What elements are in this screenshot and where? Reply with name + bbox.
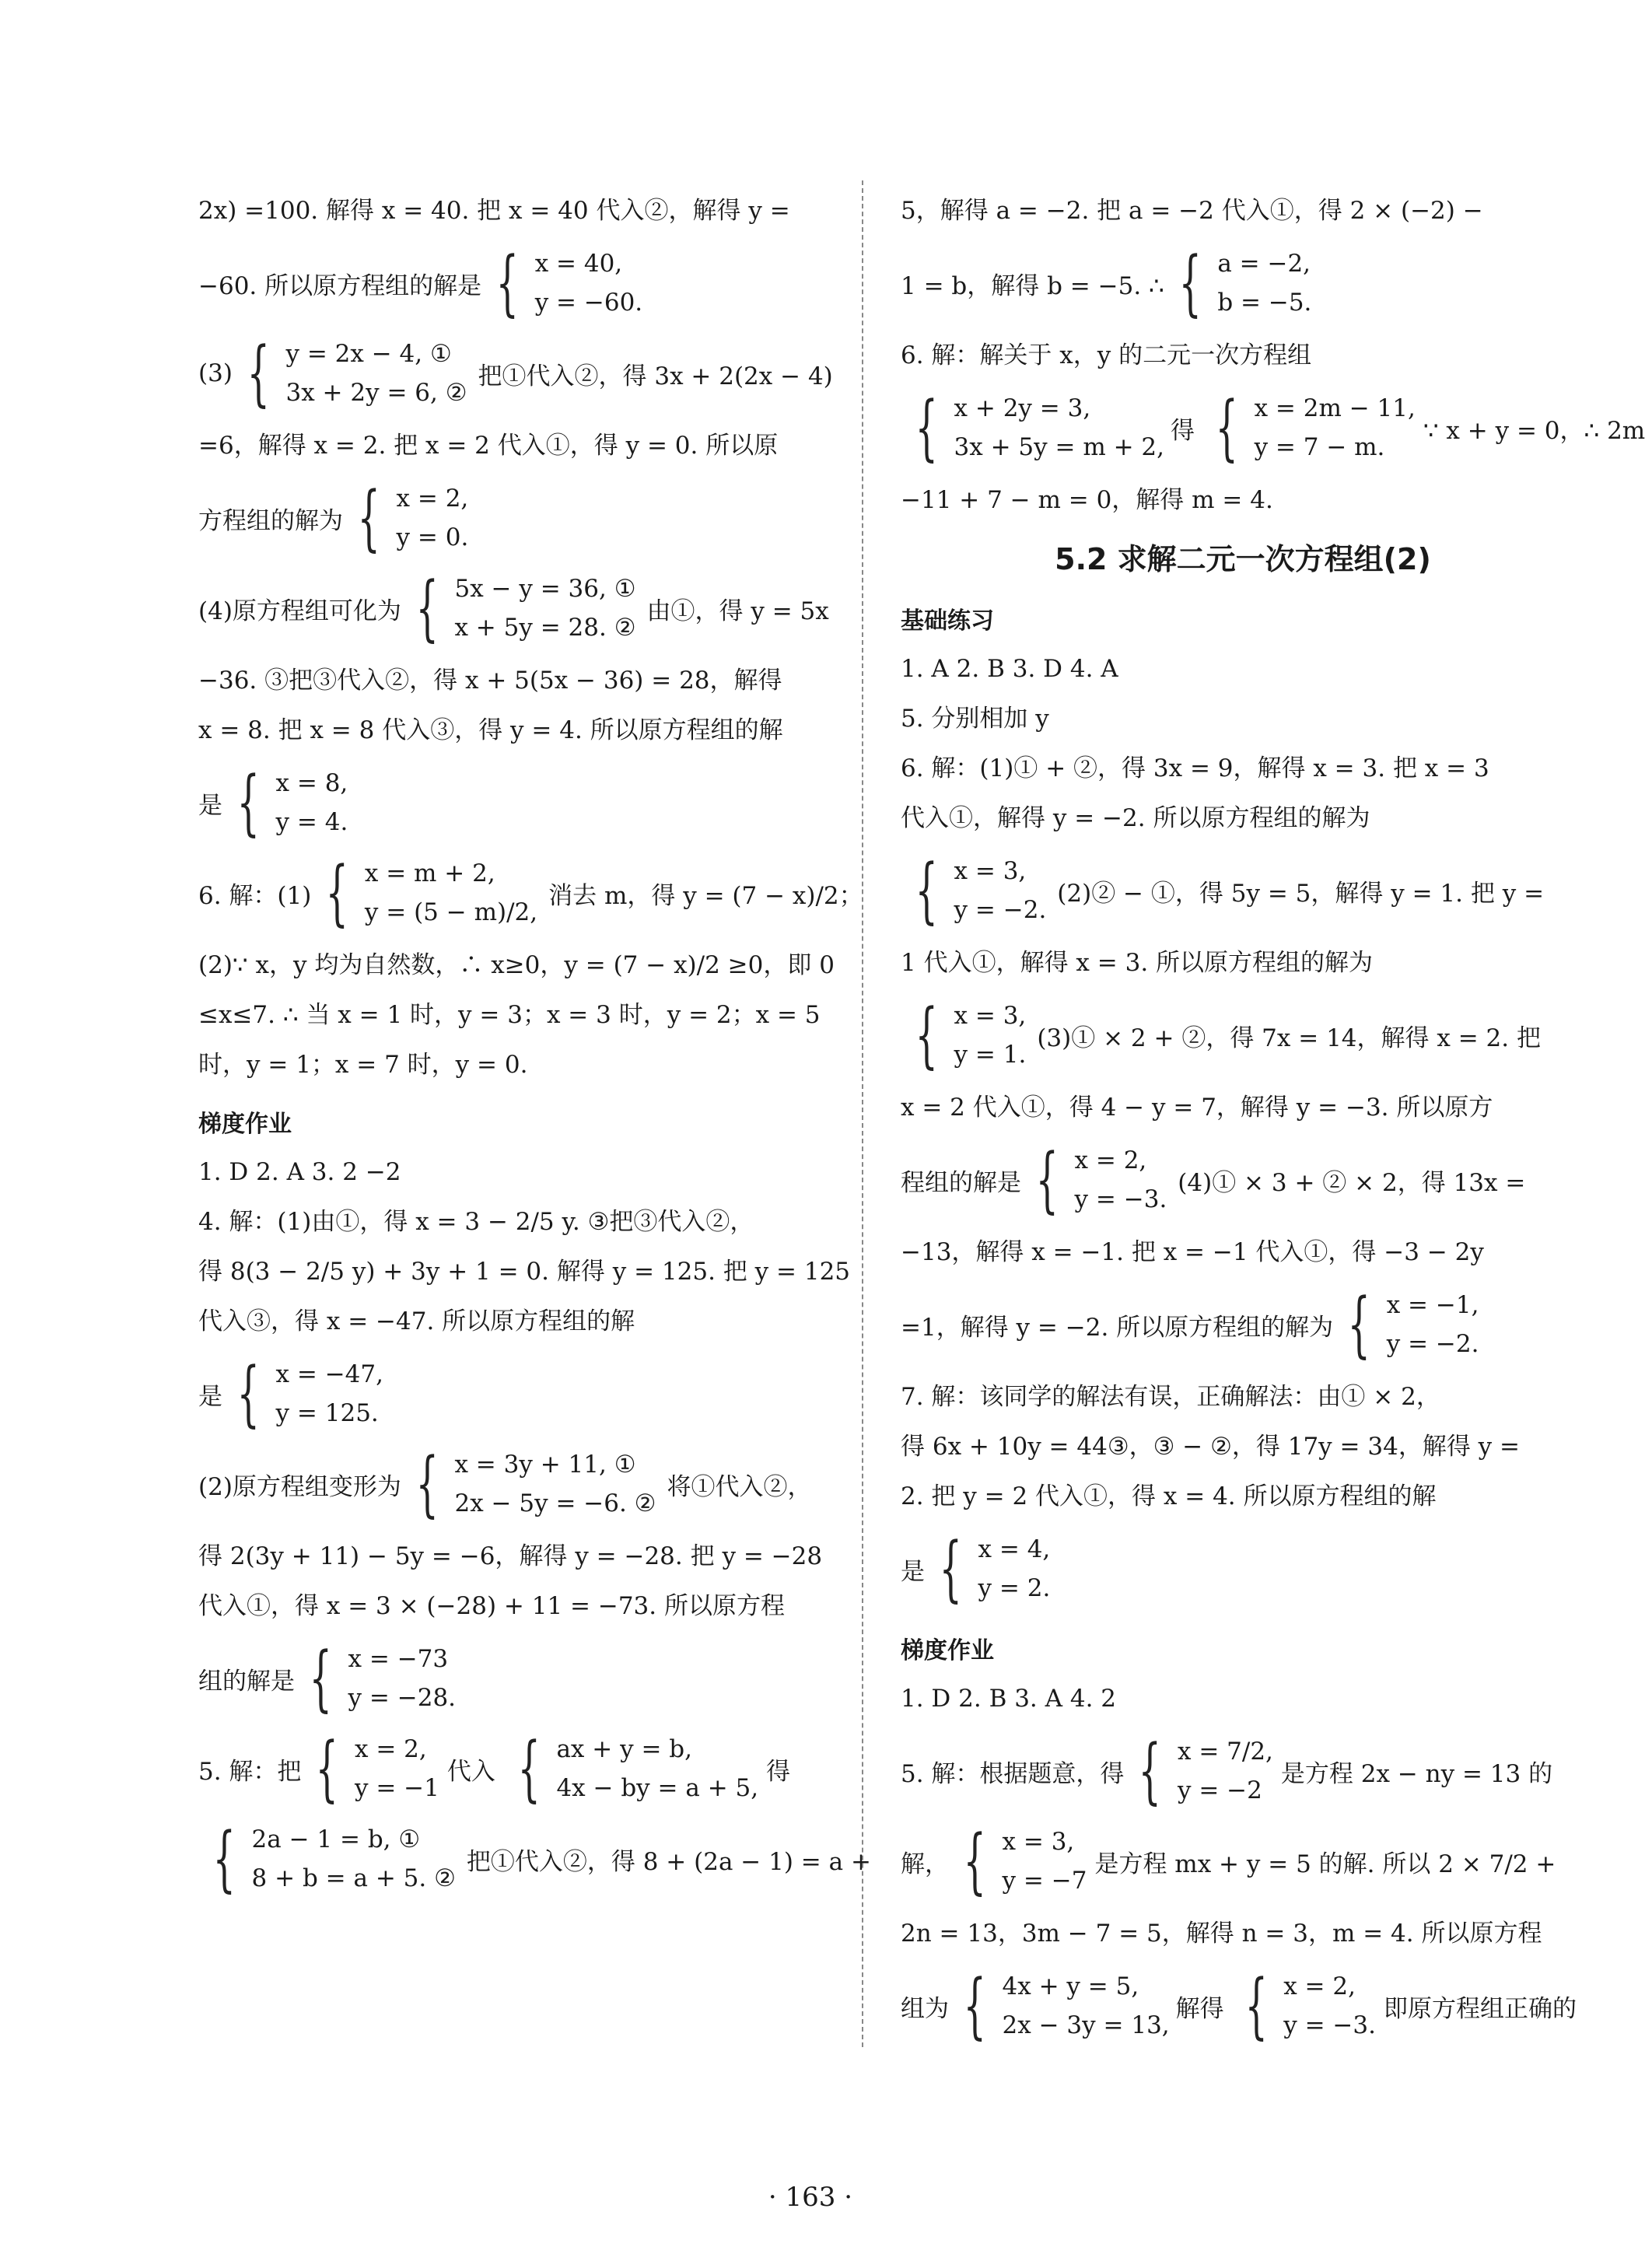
text-line: 1. A 2. B 3. D 4. A [901, 655, 1118, 683]
text-line: 5. 分别相加 y [901, 705, 1049, 733]
equation-line: 是 { x = 4, y = 2. [901, 1527, 1051, 1610]
equation-system: 5x − y = 36, ① x + 5y = 28. ② [454, 575, 636, 642]
equation-system: x = −73 y = −28. [348, 1645, 457, 1712]
equation-system: x = 4, y = 2. [978, 1535, 1051, 1602]
equation-system: x = −47, y = 125. [275, 1360, 383, 1427]
equation-line: =1，解得 y = −2. 所以原方程组的解为 { x = −1, y = −2. [901, 1283, 1479, 1366]
section-heading: 梯度作业 [198, 1111, 292, 1138]
text-line: 4. 解：(1)由①，得 x = 3 − 2/5 y. ③把③代入②， [198, 1208, 754, 1236]
text-line: 5，解得 a = −2. 把 a = −2 代入①，得 2 × (−2) − [901, 197, 1483, 225]
text-line: 得 2(3y + 11) − 5y = −6，解得 y = −28. 把 y = −28 [198, 1542, 823, 1570]
equation-line: 是 { x = −47, y = 125. [198, 1352, 383, 1435]
equation-line: −60. 所以原方程组的解是 { x = 40, y = −60. [198, 241, 643, 324]
equation-line: 解， { x = 3, y = −7 是方程 mx + y = 5 的解. 所以 2 × 7/2 + [901, 1819, 1556, 1902]
text-line: ≤x≤7. ∴ 当 x = 1 时，y = 3；x = 3 时，y = 2；x = 5 [198, 1001, 821, 1029]
equation-line: 组为 { 4x + y = 5, 2x − 3y = 13, 解得 { x = 2, y = −3. 即原方程组正确的 [901, 1964, 1577, 2047]
equation-line: 是 { x = 8, y = 4. [198, 761, 348, 844]
text-line: 1. D 2. B 3. A 4. 2 [901, 1685, 1117, 1713]
equation-system: x = 2, y = 0. [396, 485, 469, 551]
text-line: x = 8. 把 x = 8 代入③，得 y = 4. 所以原方程组的解 [198, 716, 783, 744]
text-line: 代入③，得 x = −47. 所以原方程组的解 [198, 1307, 635, 1335]
text-line: (2)∵ x，y 均为自然数，∴ x≥0，y = (7 − x)/2 ≥0，即 0 [198, 951, 835, 979]
equation-line: (3) { y = 2x − 4, ① 3x + 2y = 6, ② 把①代入②，得 3x + 2(2x − 4) [198, 331, 833, 415]
equation-system: 4x + y = 5, 2x − 3y = 13, [1002, 1972, 1170, 2039]
text-line: 代入①，解得 y = −2. 所以原方程组的解为 [901, 804, 1370, 832]
equation-system: x = 2, y = −3. [1283, 1972, 1376, 2039]
equation-system: x = −1, y = −2. [1386, 1291, 1479, 1358]
equation-system: y = 2x − 4, ① 3x + 2y = 6, ② [285, 340, 467, 407]
equation-system: x = 3y + 11, ① 2x − 5y = −6. ② [454, 1451, 656, 1517]
equation-line: 5. 解：根据题意，得 { x = 7/2, y = −2 是方程 2x − ny = 13 的 [901, 1729, 1553, 1812]
text-line: 6. 解：(1)① + ②，得 3x = 9，解得 x = 3. 把 x = 3 [901, 754, 1489, 782]
equation-line: { 2a − 1 = b, ① 8 + b = a + 5. ② 把①代入②，得 8 + (2a − 1) = a + [212, 1817, 871, 1900]
text-line: 2x) =100. 解得 x = 40. 把 x = 40 代入②，解得 y = [198, 197, 790, 225]
equation-system: ax + y = b, 4x − by = a + 5, [556, 1735, 759, 1802]
equation-line: 组的解是 { x = −73 y = −28. [198, 1636, 457, 1720]
equation-line: { x = 3, y = −2. (2)② − ①，得 5y = 5，解得 y = 1. 把 y = [915, 849, 1545, 932]
text-line: 1 代入①，解得 x = 3. 所以原方程组的解为 [901, 949, 1374, 977]
text-line: 得 8(3 − 2/5 y) + 3y + 1 = 0. 解得 y = 125. 把 y = 125 [198, 1258, 851, 1286]
equation-line: 6. 解：(1) { x = m + 2, y = (5 − m)/2, 消去 m，得 y = (7 − x)/2； [198, 851, 863, 934]
equation-line: 方程组的解为 { x = 2, y = 0. [198, 476, 469, 559]
text-line: 7. 解：该同学的解法有误，正确解法：由① × 2， [901, 1383, 1440, 1411]
equation-system: 2a − 1 = b, ① 8 + b = a + 5. ② [251, 1825, 456, 1892]
text-line: −13，解得 x = −1. 把 x = −1 代入①，得 −3 − 2y [901, 1238, 1484, 1266]
text-line: 1. D 2. A 3. 2 −2 [198, 1158, 401, 1186]
text-line: 得 6x + 10y = 44③，③ − ②，得 17y = 34，解得 y = [901, 1433, 1521, 1461]
text-line: =6，解得 x = 2. 把 x = 2 代入①，得 y = 0. 所以原 [198, 432, 779, 460]
text-line: 6. 解：解关于 x，y 的二元一次方程组 [901, 341, 1312, 369]
equation-line: 5. 解：把 { x = 2, y = −1 代入 { ax + y = b, 4x − by = a + 5, 得 [198, 1727, 791, 1810]
equation-system: x + 2y = 3, 3x + 5y = m + 2, [954, 394, 1165, 461]
equation-line: { x + 2y = 3, 3x + 5y = m + 2, 得 { x = 2m − 11, y = 7 − m. ∵ x + y = 0，∴ 2m [915, 386, 1645, 469]
equation-system: x = 2, y = −3. [1074, 1146, 1167, 1213]
text-line: −11 + 7 − m = 0，解得 m = 4. [901, 486, 1273, 514]
brace: { [495, 241, 520, 324]
section-heading: 梯度作业 [901, 1637, 994, 1664]
text-line: 2. 把 y = 2 代入①，得 x = 4. 所以原方程组的解 [901, 1482, 1437, 1510]
equation-system: x = 40, y = −60. [534, 250, 643, 317]
equation-system: x = 3, y = −7 [1002, 1828, 1087, 1895]
page-number: · 163 · [768, 2182, 853, 2213]
text-line: 2n = 13，3m − 7 = 5，解得 n = 3，m = 4. 所以原方程 [901, 1920, 1542, 1948]
equation-line: 程组的解是 { x = 2, y = −3. (4)① × 3 + ② × 2，得 13x = [901, 1138, 1526, 1221]
equation-system: x = 2m − 11, y = 7 − m. [1254, 394, 1416, 461]
right-column [901, 177, 1645, 2057]
equation-system: x = 2, y = −1 [354, 1735, 439, 1802]
equation-line: { x = 3, y = 1. (3)① × 2 + ②，得 7x = 14，解得 x = 2. 把 [915, 993, 1541, 1076]
text-line: 时，y = 1；x = 7 时，y = 0. [198, 1051, 528, 1079]
equation-system: x = 3, y = −2. [954, 857, 1047, 924]
equation-line: 1 = b，解得 b = −5. ∴ { a = −2, b = −5. [901, 241, 1312, 324]
equation-system: x = 3, y = 1. [954, 1002, 1027, 1069]
equation-system: x = 8, y = 4. [275, 769, 348, 836]
section-title: 5.2 求解二元一次方程组(2) [1055, 542, 1431, 576]
equation-line: (2)原方程组变形为 { x = 3y + 11, ① 2x − 5y = −6. ② 将①代入②， [198, 1442, 812, 1525]
equation-system: x = m + 2, y = (5 − m)/2, [364, 859, 538, 926]
equation-system: a = −2, b = −5. [1217, 250, 1312, 317]
text-line: 代入①，得 x = 3 × (−28) + 11 = −73. 所以原方程 [198, 1592, 785, 1620]
text-line: −36. ③把③代入②，得 x + 5(5x − 36) = 28，解得 [198, 667, 782, 695]
equation-line: (4)原方程组可化为 { 5x − y = 36, ① x + 5y = 28. ② 由①，得 y = 5x [198, 566, 829, 649]
left-column [198, 177, 883, 1910]
section-heading: 基础练习 [901, 607, 994, 635]
text-line: x = 2 代入①，得 4 − y = 7，解得 y = −3. 所以原方 [901, 1094, 1493, 1122]
equation-system: x = 7/2, y = −2 [1177, 1738, 1273, 1804]
